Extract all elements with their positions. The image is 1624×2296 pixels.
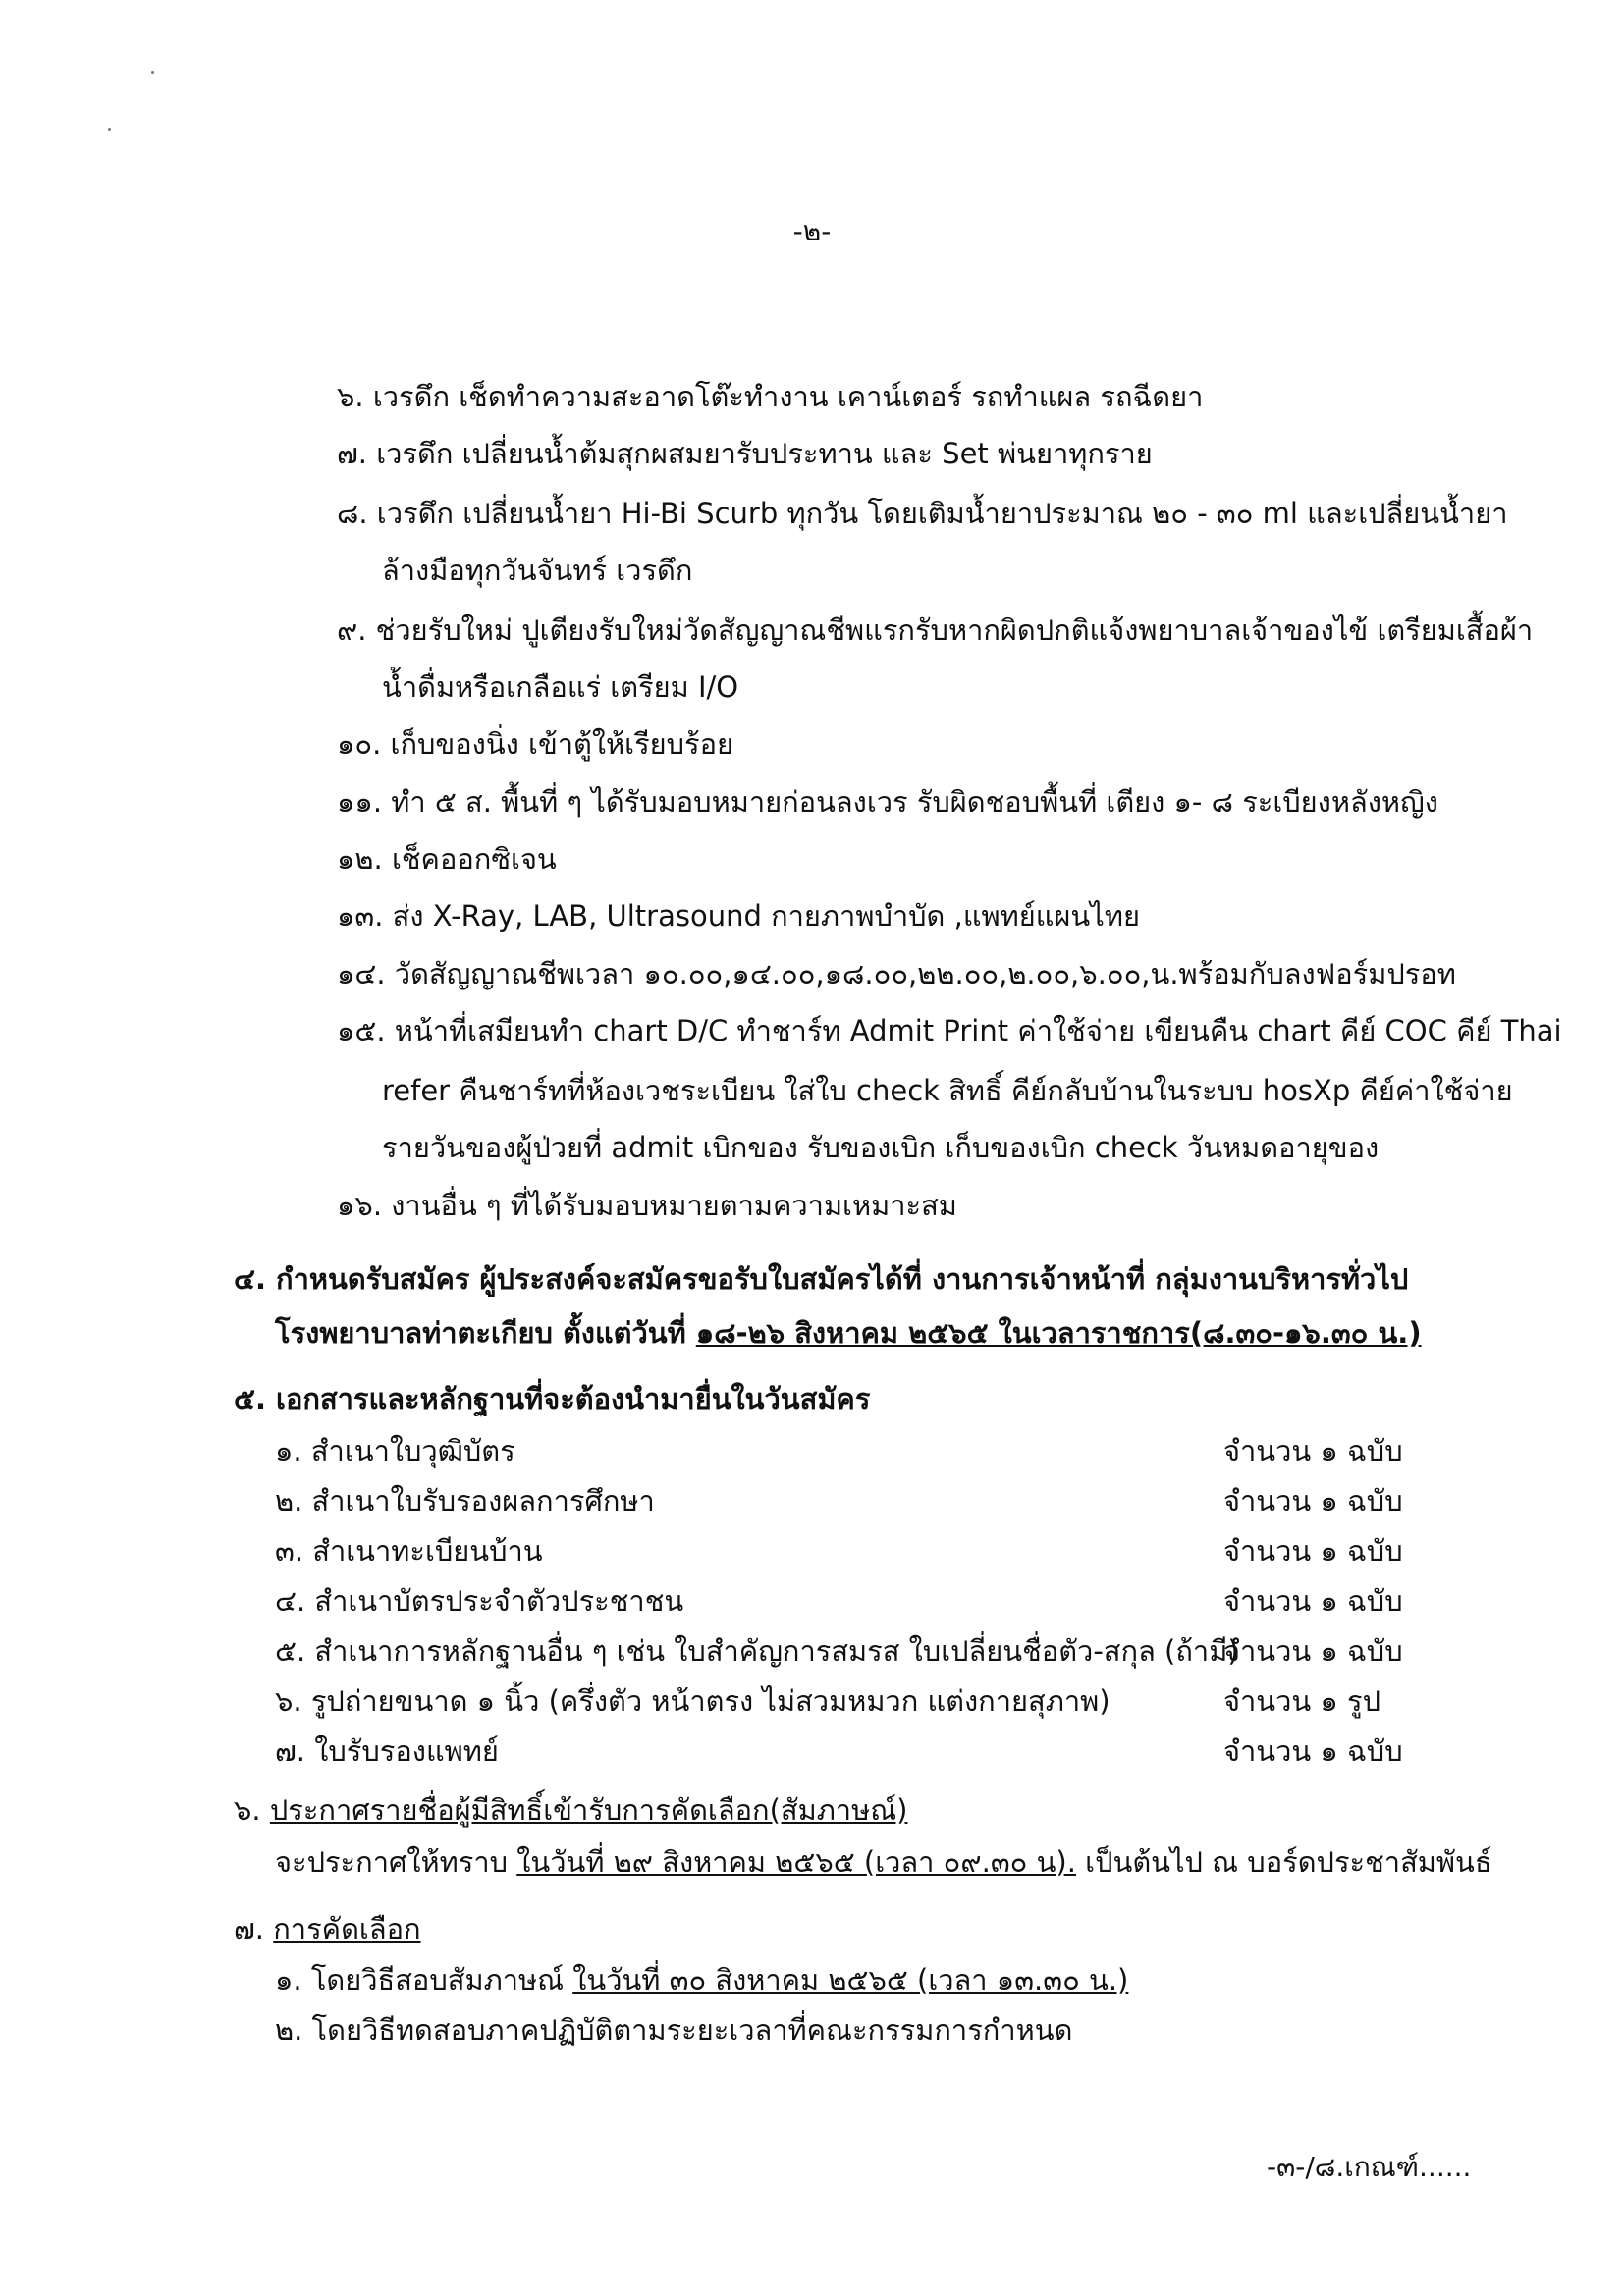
duty-item: ๑๐. เก็บของนิ่ง เข้าตู้ให้เรียบร้อย (337, 727, 734, 761)
duty-item-continued: refer คืนชาร์ทที่ห้องเวชระเบียน ใส่ใบ check สิทธิ์ คีย์กลับบ้านในระบบ hosXp คีย์ค่าใช้จ่าย (382, 1074, 1513, 1107)
document-quantity: จำนวน ๑ ฉบับ (1223, 1735, 1403, 1768)
section7-title: การคัดเลือก (273, 1912, 421, 1946)
duty-item: ๘. เวรดึก เปลี่ยนน้ำยา Hi-Bi Scurb ทุกวัน โดยเติมน้ำยาประมาณ ๒๐ - ๓๐ ml และเปลี่ยนน้ำยา (337, 497, 1508, 530)
duty-item: ๑๓. ส่ง X-Ray, LAB, Ultrasound กายภาพบำบัด ,แพทย์แผนไทย (337, 899, 1140, 933)
document-quantity: จำนวน ๑ รูป (1223, 1684, 1381, 1718)
duty-item: ๖. เวรดึก เช็ดทำความสะอาดโต๊ะทำงาน เคาน์เตอร์ รถทำแผล รถฉีดยา (337, 380, 1204, 413)
section4-line2-plain: โรงพยาบาลท่าตะเกียบ ตั้งแต่วันที่ (275, 1316, 686, 1350)
duty-item: ๗. เวรดึก เปลี่ยนน้ำต้มสุกผสมยารับประทาน และ Set พ่นยาทุกราย (337, 437, 1153, 470)
section5-heading: ๕. เอกสารและหลักฐานที่จะต้องนำมายื่นในวันสมัคร (234, 1382, 871, 1415)
duty-item-continued: ล้างมือทุกวันจันทร์ เวรดึก (382, 554, 693, 587)
page-number: -๒- (792, 215, 832, 247)
duty-item: ๑๑. ทำ ๕ ส. พื้นที่ ๆ ได้รับมอบหมายก่อนลงเวร รับผิดชอบพื้นที่ เตียง ๑- ๘ ระเบียงหลังหญิง (337, 785, 1438, 819)
document-quantity: จำนวน ๑ ฉบับ (1223, 1534, 1403, 1568)
continuation-footer: -๓-/๘.เกณฑ์...... (1267, 2151, 1472, 2183)
duty-item: ๑๕. หน้าที่เสมียนทำ chart D/C ทำชาร์ท Admit Print ค่าใช้จ่าย เขียนคืน chart คีย์ COC คีย์ Thai (337, 1014, 1562, 1047)
document-quantity: จำนวน ๑ ฉบับ (1223, 1634, 1403, 1668)
duty-item: ๑๖. งานอื่น ๆ ที่ได้รับมอบหมายตามความเหมาะสม (337, 1189, 957, 1222)
application-period: ๑๘-๒๖ สิงหาคม ๒๕๖๕ ในเวลาราชการ(๘.๓๐-๑๖.๓๐ น.) (695, 1316, 1422, 1350)
section7-heading (234, 1909, 421, 1949)
section6-body (275, 1842, 1492, 1882)
interview-date: ในวันที่ ๓๐ สิงหาคม ๒๕๖๕ (เวลา ๑๓.๓๐ น.) (572, 1963, 1129, 1997)
scan-speck (108, 128, 111, 131)
selection-method-2: ๒. โดยวิธีทดสอบภาคปฏิบัติตามระยะเวลาที่คณะกรรมการกำหนด (275, 2013, 1073, 2047)
document-item: ๕. สำเนาการหลักฐานอื่น ๆ เช่น ใบสำคัญการสมรส ใบเปลี่ยนชื่อตัว-สกุล (ถ้ามี) (275, 1634, 1239, 1668)
document-item: ๖. รูปถ่ายขนาด ๑ นิ้ว (ครึ่งตัว หน้าตรง ไม่สวมหมวก แต่งกายสุภาพ) (275, 1684, 1110, 1718)
announcement-date: ในวันที่ ๒๙ สิงหาคม ๒๕๖๕ (เวลา ๐๙.๓๐ น). (516, 1845, 1076, 1879)
document-item: ๑. สำเนาใบวุฒิบัตร (275, 1434, 515, 1468)
document-item: ๓. สำเนาทะเบียนบ้าน (275, 1534, 543, 1568)
duty-item-continued: น้ำดื่มหรือเกลือแร่ เตรียม I/O (382, 670, 739, 704)
section6-body-plain: จะประกาศให้ทราบ (275, 1845, 509, 1879)
document-item: ๗. ใบรับรองแพทย์ (275, 1735, 499, 1768)
document-quantity: จำนวน ๑ ฉบับ (1223, 1584, 1403, 1618)
section6-heading (234, 1790, 907, 1830)
duty-item-continued: รายวันของผู้ป่วยที่ admit เบิกของ รับของเบิก เก็บของเบิก check วันหมดอายุของ (382, 1131, 1380, 1164)
document-item: ๒. สำเนาใบรับรองผลการศึกษา (275, 1484, 655, 1518)
section4-line1: ๔. กำหนดรับสมัคร ผู้ประสงค์จะสมัครขอรับใบสมัครได้ที่ งานการเจ้าหน้าที่ กลุ่มงานบริหารทั่วไป (234, 1262, 1409, 1296)
duty-item: ๑๒. เช็คออกซิเจน (337, 842, 557, 876)
duty-item: ๑๔. วัดสัญญาณชีพเวลา ๑๐.๐๐,๑๔.๐๐,๑๘.๐๐,๒๒.๐๐,๒.๐๐,๖.๐๐,น.พร้อมกับลงฟอร์มปรอท (337, 957, 1456, 990)
selection-method-1 (275, 1960, 1128, 2000)
document-quantity: จำนวน ๑ ฉบับ (1223, 1484, 1403, 1518)
document-quantity: จำนวน ๑ ฉบับ (1223, 1434, 1403, 1468)
section6-number: ๖. (234, 1793, 261, 1827)
section4-line2 (275, 1313, 1422, 1353)
section7-number: ๗. (234, 1912, 265, 1946)
document-item: ๔. สำเนาบัตรประจำตัวประชาชน (275, 1584, 684, 1618)
selection-method-1-plain: ๑. โดยวิธีสอบสัมภาษณ์ (275, 1963, 564, 1997)
duty-item: ๙. ช่วยรับใหม่ ปูเตียงรับใหม่วัดสัญญาณชีพแรกรับหากผิดปกติแจ้งพยาบาลเจ้าของไข้ เตรียมเสื้อผ้า (337, 614, 1534, 647)
scan-speck (151, 71, 154, 74)
section6-title: ประกาศรายชื่อผู้มีสิทธิ์เข้ารับการคัดเลือก(สัมภาษณ์) (269, 1793, 908, 1827)
section6-body-plain: เป็นต้นไป ณ บอร์ดประชาสัมพันธ์ (1085, 1845, 1492, 1879)
